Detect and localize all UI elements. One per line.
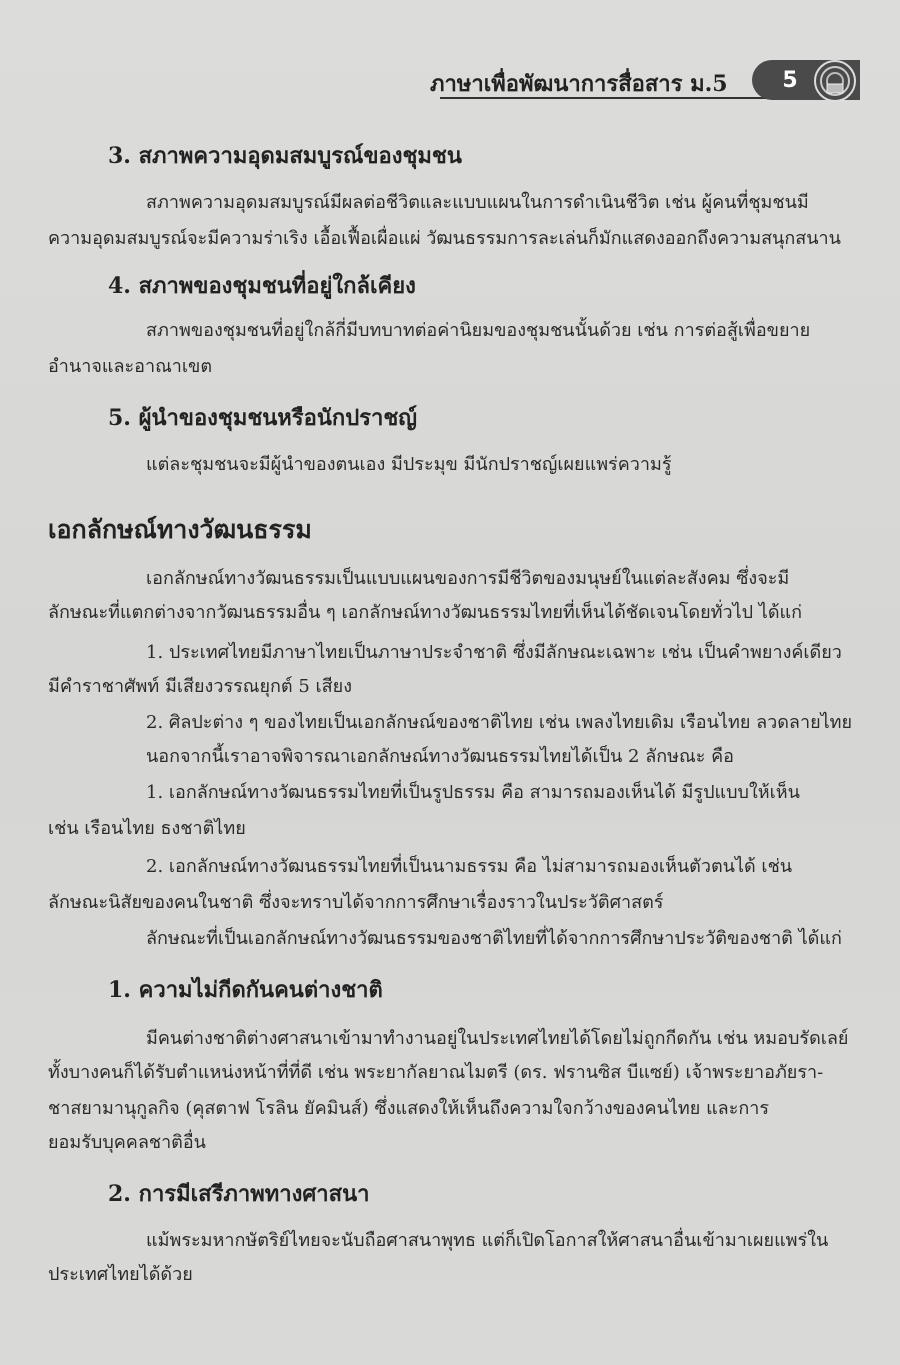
paragraph-line: ประเทศไทยได้ด้วย (48, 1264, 193, 1285)
header-rule (440, 97, 770, 99)
list-item-continuation: เช่น เรือนไทย ธงชาติไทย (48, 818, 246, 839)
paragraph-line: ทั้งบางคนก็ได้รับตำแหน่งหน้าที่ที่ดี เช่น พระยากัลยาณไมตรี (ดร. ฟรานซิส บีแซย์) เจ้าพระยาอภัยรา- (48, 1062, 824, 1083)
paragraph-line: เอกลักษณ์ทางวัฒนธรรมเป็นแบบแผนของการมีชีวิตของมนุษย์ในแต่ละสังคม ซึ่งจะมี (146, 568, 790, 589)
list-item: 2. เอกลักษณ์ทางวัฒนธรรมไทยที่เป็นนามธรรม คือ ไม่สามารถมองเห็นตัวตนได้ เช่น (146, 856, 793, 877)
paragraph-line: แม้พระมหากษัตริย์ไทยจะนับถือศาสนาพุทธ แต่ก็เปิดโอกาสให้ศาสนาอื่นเข้ามาเผยแพร่ใน (146, 1230, 829, 1251)
list-item-continuation: ลักษณะนิสัยของคนในชาติ ซึ่งจะทราบได้จากการศึกษาเรื่องราวในประวัติศาสตร์ (48, 892, 664, 913)
page-number: 5 (782, 68, 798, 93)
paragraph-line: ลักษณะที่เป็นเอกลักษณ์ทางวัฒนธรรมของชาติไทยที่ได้จากการศึกษาประวัติของชาติ ได้แก่ (146, 928, 842, 949)
subsection-heading-1: 1. ความไม่กีดกันคนต่างชาติ (108, 977, 383, 1003)
spiral-book-icon (812, 58, 858, 104)
section-heading-5: 5. ผู้นำของชุมชนหรือนักปราชญ์ (108, 405, 418, 431)
section-heading-3: 3. สภาพความอุดมสมบูรณ์ของชุมชน (108, 143, 462, 169)
running-header-title: ภาษาเพื่อพัฒนาการสื่อสาร ม.5 (430, 71, 728, 97)
paragraph-line: ยอมรับบุคคลชาติอื่น (48, 1132, 206, 1153)
paragraph-line: ลักษณะที่แตกต่างจากวัฒนธรรมอื่น ๆ เอกลักษณ์ทางวัฒนธรรมไทยที่เห็นได้ชัดเจนโดยทั่วไป ได้แก่ (48, 602, 803, 623)
paragraph-line: มีคนต่างชาติต่างศาสนาเข้ามาทำงานอยู่ในประเทศไทยได้โดยไม่ถูกกีดกัน เช่น หมอบรัดเลย์ (146, 1028, 849, 1049)
page-header (0, 0, 900, 110)
list-item: 1. เอกลักษณ์ทางวัฒนธรรมไทยที่เป็นรูปธรรม คือ สามารถมองเห็นได้ มีรูปแบบให้เห็น (146, 782, 800, 803)
section-heading-4: 4. สภาพของชุมชนที่อยู่ใกล้เคียง (108, 273, 416, 299)
paragraph-line: แต่ละชุมชนจะมีผู้นำของตนเอง มีประมุข มีนักปราชญ์เผยแพร่ความรู้ (146, 454, 672, 475)
paragraph-line: นอกจากนี้เราอาจพิจารณาเอกลักษณ์ทางวัฒนธรรมไทยได้เป็น 2 ลักษณะ คือ (146, 746, 734, 767)
paragraph-line: สภาพความอุดมสมบูรณ์มีผลต่อชีวิตและแบบแผนในการดำเนินชีวิต เช่น ผู้คนที่ชุมชนมี (146, 192, 809, 213)
main-heading-cultural-identity: เอกลักษณ์ทางวัฒนธรรม (48, 515, 312, 544)
paragraph-line: สภาพของชุมชนที่อยู่ใกล้กี่มีบทบาทต่อค่านิยมของชุมชนนั้นด้วย เช่น การต่อสู้เพื่อขยาย (146, 320, 811, 341)
subsection-heading-2: 2. การมีเสรีภาพทางศาสนา (108, 1181, 370, 1207)
paragraph-line: ความอุดมสมบูรณ์จะมีความร่าเริง เอื้อเฟื้อเผื่อแผ่ วัฒนธรรมการละเล่นก็มักแสดงออกถึงความสนุกสนาน (48, 228, 841, 249)
list-item-continuation: มีคำราชาศัพท์ มีเสียงวรรณยุกต์ 5 เสียง (48, 676, 352, 697)
list-item: 2. ศิลปะต่าง ๆ ของไทยเป็นเอกลักษณ์ของชาติไทย เช่น เพลงไทยเดิม เรือนไทย ลวดลายไทย (146, 712, 853, 733)
paragraph-line: ชาสยามานุกูลกิจ (คุสตาฟ โรลิน ยัคมินส์) ซึ่งแสดงให้เห็นถึงความใจกว้างของคนไทย และการ (48, 1098, 770, 1119)
list-item: 1. ประเทศไทยมีภาษาไทยเป็นภาษาประจำชาติ ซึ่งมีลักษณะเฉพาะ เช่น เป็นคำพยางค์เดียว (146, 642, 842, 663)
paragraph-line: อำนาจและอาณาเขต (48, 356, 213, 377)
